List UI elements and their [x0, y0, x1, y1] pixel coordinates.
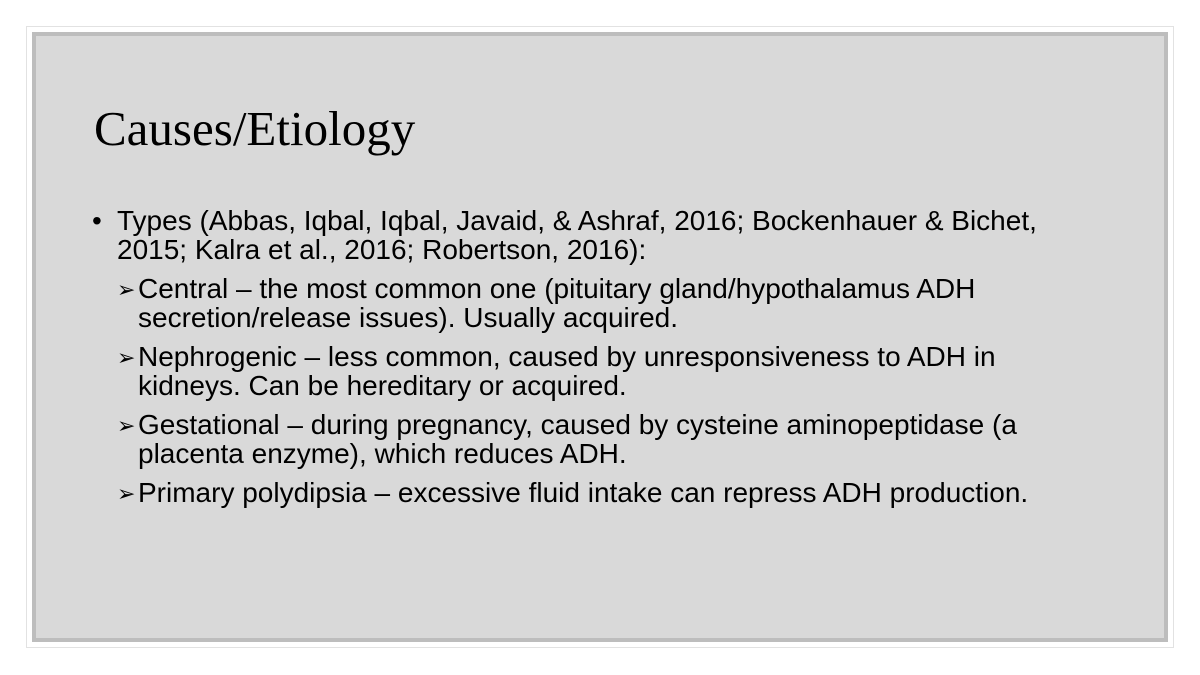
sub-bullet-gestational — [117, 410, 1102, 468]
sub-bullet-primary-polydipsia — [117, 478, 1102, 507]
arrow-bullet-icon: ➢ — [117, 482, 136, 507]
bullet-dot-icon: • — [92, 205, 102, 236]
sub-bullet-text: Primary polydipsia – excessive fluid intake can repress ADH production. — [138, 477, 1029, 508]
sub-bullet-text: Central – the most common one (pituitary gland/hypothalamus ADH secretion/release issues). Usually acquired. — [138, 273, 976, 333]
slide-frame — [26, 26, 1174, 648]
slide-title: Causes/Etiology — [94, 101, 416, 156]
arrow-bullet-icon: ➢ — [117, 414, 136, 439]
bullet-types — [92, 206, 1102, 264]
slide-content — [92, 206, 1102, 517]
sub-bullet-text: Gestational – during pregnancy, caused by cysteine aminopeptidase (a placenta enzyme), which reduces ADH. — [138, 409, 1017, 469]
sub-bullet-nephrogenic — [117, 342, 1102, 400]
sub-bullet-text: Nephrogenic – less common, caused by unresponsiveness to ADH in kidneys. Can be hereditary or acquired. — [138, 341, 996, 401]
arrow-bullet-icon: ➢ — [117, 346, 136, 371]
sub-bullet-list — [92, 274, 1102, 507]
arrow-bullet-icon: ➢ — [117, 278, 136, 303]
slide — [32, 32, 1168, 642]
sub-bullet-central — [117, 274, 1102, 332]
bullet-types-text: Types (Abbas, Iqbal, Iqbal, Javaid, & Ashraf, 2016; Bockenhauer & Bichet, 2015; Kalra et al., 2016; Robertson, 2016): — [117, 205, 1037, 265]
